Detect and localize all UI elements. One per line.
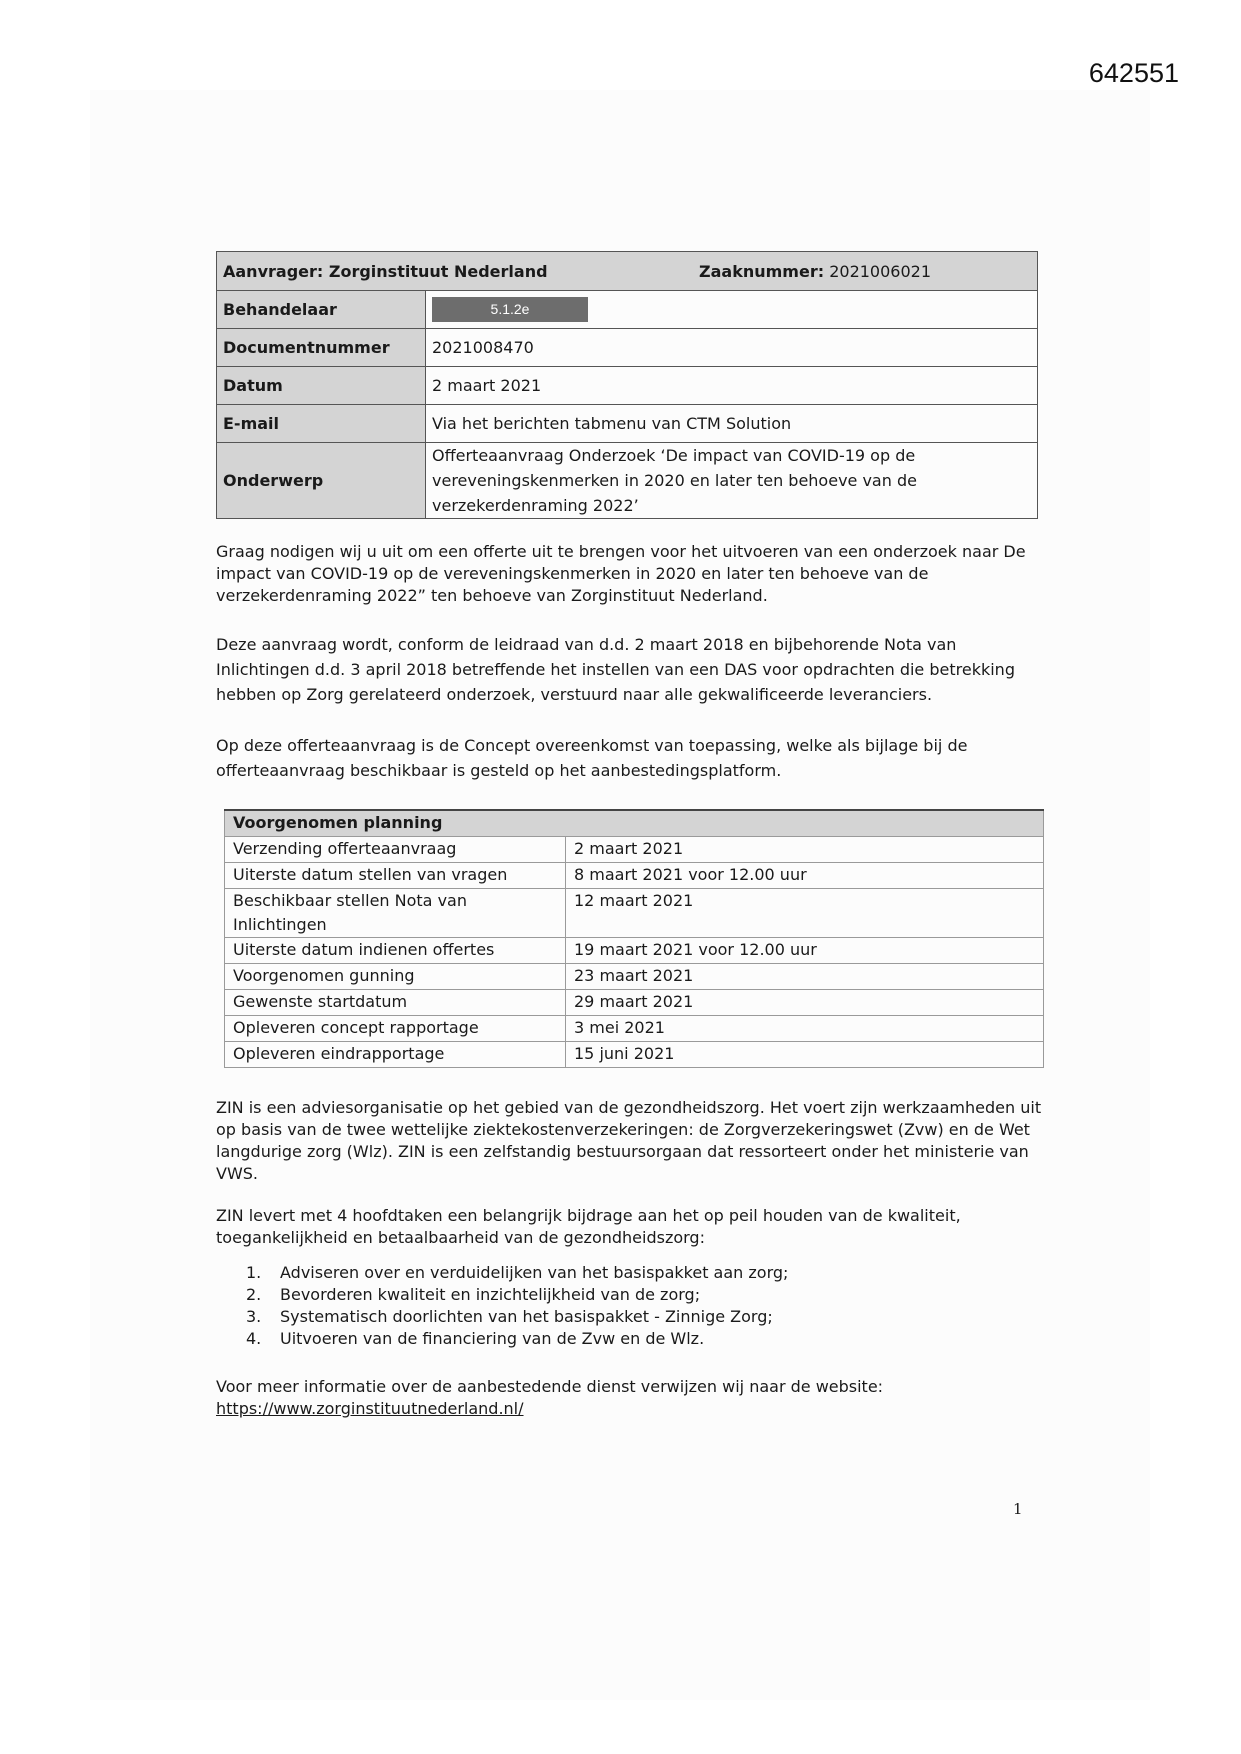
table-row — [225, 1016, 1044, 1042]
date-label: Datum — [217, 367, 426, 405]
case-number-label: Zaaknummer: — [699, 261, 825, 281]
list-item — [246, 1306, 788, 1328]
more-info-text: Voor meer informatie over de aanbestedende dienst verwijzen wij naar de website: — [216, 1377, 884, 1396]
list-item-text: Bevorderen kwaliteit en inzichtelijkheid van de zorg; — [280, 1285, 701, 1304]
table-row — [225, 863, 1044, 889]
subject-value: Offerteaanvraag Onderzoek ‘De impact van COVID-19 op de vereveningskenmerken in 2020 en later ten behoeve van de verzekerdenraming 2022’ — [426, 443, 1038, 519]
case-number — [699, 262, 931, 281]
request-header-table — [216, 251, 1038, 519]
planning-activity: Uiterste datum stellen van vragen — [225, 863, 566, 889]
main-tasks-list — [246, 1262, 788, 1350]
list-item — [246, 1262, 788, 1284]
header-top-row — [217, 252, 1038, 291]
table-row — [225, 938, 1044, 964]
table-row — [225, 1042, 1044, 1068]
planning-date: 3 mei 2021 — [566, 1016, 1044, 1042]
list-item-text: Uitvoeren van de financiering van de Zvw en de Wlz. — [280, 1329, 705, 1348]
planning-date: 12 maart 2021 — [566, 889, 1044, 938]
planning-activity: Opleveren eindrapportage — [225, 1042, 566, 1068]
list-item-number: 1. — [246, 1263, 262, 1282]
redacted-handler: 5.1.2e — [432, 297, 588, 322]
planning-date: 23 maart 2021 — [566, 964, 1044, 990]
document-number-value: 2021008470 — [426, 329, 1038, 367]
organisation-paragraph: ZIN is een adviesorganisatie op het gebied van de gezondheidszorg. Het voert zijn werkzaamheden uit op basis van de twee wettelijke ziektekostenverzekeringen: de Zorgverzekeringswet (Zvw) en de Wet langdurige zorg (Wlz). ZIN is een zelfstandig bestuursorgaan dat ressorteert onder het ministerie van VWS. — [216, 1098, 1042, 1183]
table-row — [225, 889, 1044, 938]
website-link[interactable]: https://www.zorginstituutnederland.nl/ — [216, 1399, 524, 1418]
intro-paragraph: Graag nodigen wij u uit om een offerte uit te brengen voor het uitvoeren van een onderzoek naar De impact van COVID-19 op de vereveningskenmerken in 2020 en later ten behoeve van de verzekerdenraming 2022” ten behoeve van Zorginstituut Nederland. — [216, 542, 1026, 605]
table-row — [225, 964, 1044, 990]
planning-activity: Gewenste startdatum — [225, 990, 566, 1016]
planning-date: 8 maart 2021 voor 12.00 uur — [566, 863, 1044, 889]
planning-date: 2 maart 2021 — [566, 837, 1044, 863]
document-id: 642551 — [1088, 58, 1179, 88]
agreement-paragraph: Op deze offerteaanvraag is de Concept overeenkomst van toepassing, welke als bijlage bij de offerteaanvraag beschikbaar is gesteld op het aanbestedingsplatform. — [216, 736, 968, 780]
procedure-paragraph: Deze aanvraag wordt, conform de leidraad van d.d. 2 maart 2018 en bijbehorende Nota van Inlichtingen d.d. 3 april 2018 betreffende het instellen van een DAS voor opdrachten die betrekking hebben op Zorg gerelateerd onderzoek, verstuurd naar alle gekwalificeerde leveranciers. — [216, 635, 1015, 704]
handler-label: Behandelaar — [217, 291, 426, 329]
page-number: 1 — [1013, 1500, 1023, 1518]
planning-activity: Verzending offerteaanvraag — [225, 837, 566, 863]
header-row-handler — [217, 291, 1038, 329]
subject-label: Onderwerp — [217, 443, 426, 519]
planning-activity: Voorgenomen gunning — [225, 964, 566, 990]
list-item — [246, 1328, 788, 1350]
planning-activity: Uiterste datum indienen offertes — [225, 938, 566, 964]
main-tasks-paragraph: ZIN levert met 4 hoofdtaken een belangrijk bijdrage aan het op peil houden van de kwaliteit, toegankelijkheid en betaalbaarheid van de gezondheidszorg: — [216, 1206, 961, 1247]
planning-date: 19 maart 2021 voor 12.00 uur — [566, 938, 1044, 964]
planning-date: 29 maart 2021 — [566, 990, 1044, 1016]
more-info-paragraph — [216, 1376, 1046, 1420]
email-value: Via het berichten tabmenu van CTM Solution — [426, 405, 1038, 443]
list-item-text: Systematisch doorlichten van het basispakket - Zinnige Zorg; — [280, 1307, 773, 1326]
email-label: E-mail — [217, 405, 426, 443]
list-item — [246, 1284, 788, 1306]
applicant-label: Aanvrager: Zorginstituut Nederland — [223, 261, 548, 281]
list-item-text: Adviseren over en verduidelijken van het basispakket aan zorg; — [280, 1263, 789, 1282]
table-row — [225, 990, 1044, 1016]
header-row-document-number — [217, 329, 1038, 367]
planning-header-row — [225, 810, 1044, 837]
header-row-subject — [217, 443, 1038, 519]
planning-activity: Opleveren concept rapportage — [225, 1016, 566, 1042]
document-number-label: Documentnummer — [217, 329, 426, 367]
list-item-number: 3. — [246, 1307, 262, 1326]
date-value: 2 maart 2021 — [426, 367, 1038, 405]
list-item-number: 2. — [246, 1285, 262, 1304]
header-row-date — [217, 367, 1038, 405]
planning-title: Voorgenomen planning — [225, 810, 1044, 837]
planning-table — [224, 809, 1044, 1068]
table-row — [225, 837, 1044, 863]
header-row-email — [217, 405, 1038, 443]
list-item-number: 4. — [246, 1329, 262, 1348]
planning-activity: Beschikbaar stellen Nota van Inlichtingen — [225, 889, 566, 938]
planning-date: 15 juni 2021 — [566, 1042, 1044, 1068]
case-number-value: 2021006021 — [829, 261, 931, 281]
